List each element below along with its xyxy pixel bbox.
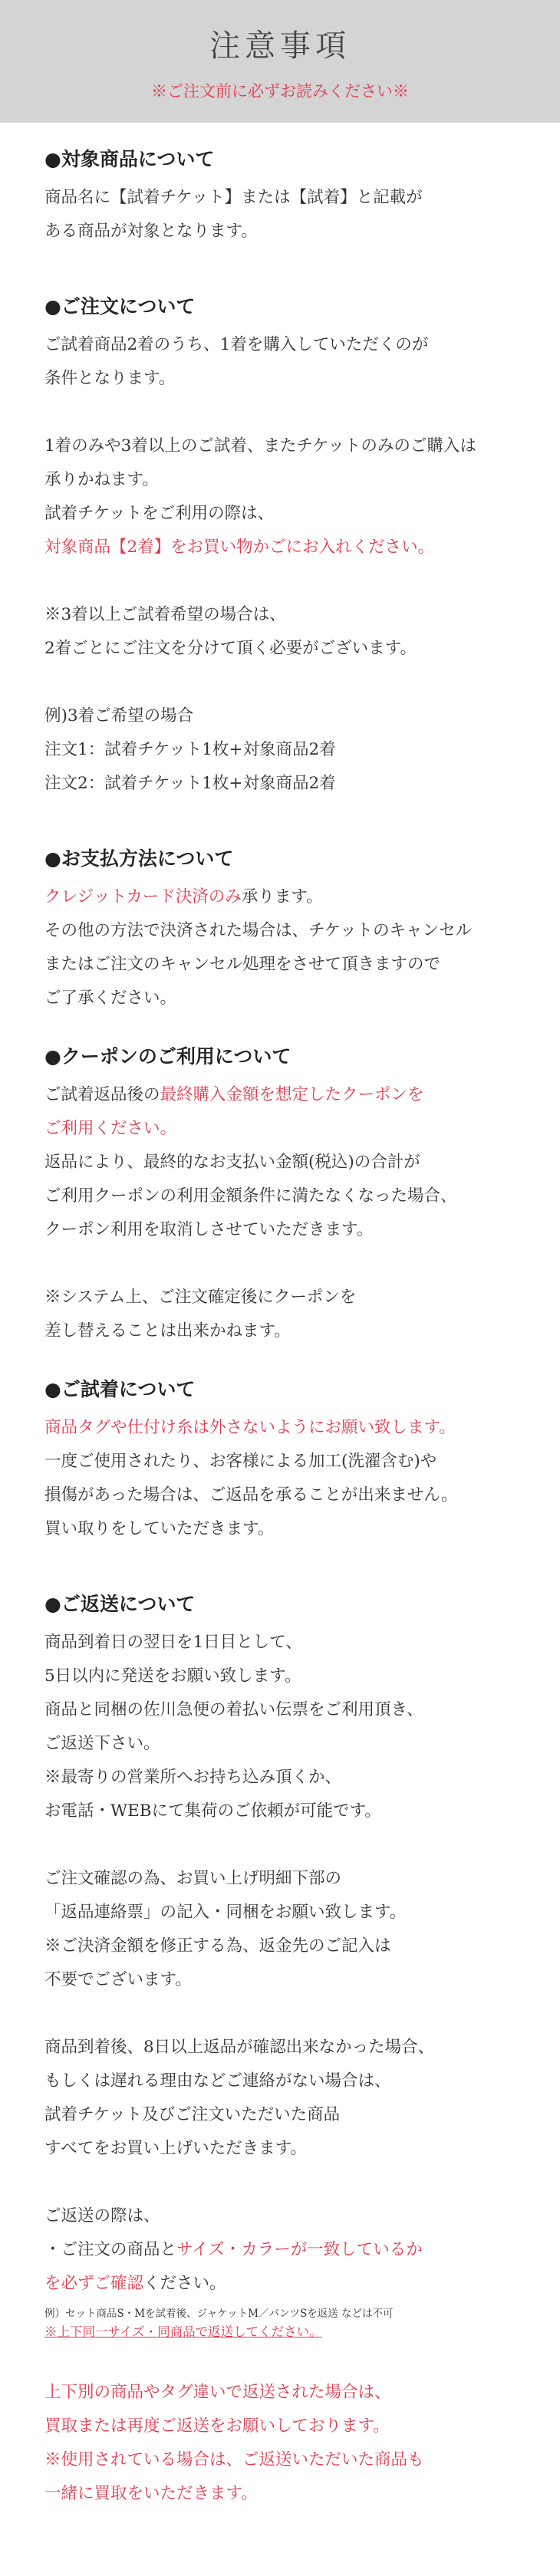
section-heading: ●クーポンのご利用について: [44, 1045, 292, 1068]
text-highlight: 最終購入金額を想定したクーポンを: [160, 1085, 424, 1104]
section-target-products: [44, 146, 551, 248]
text-line: 2着ごとにご注文を分けて頂く必要がございます。: [44, 639, 417, 658]
text-fragment: ください。: [143, 2274, 226, 2293]
text-line: ご試着商品2着のうち、1着を購入していただくのが: [44, 335, 429, 354]
text-line-highlight: 一緒に買取をいただきます。: [44, 2484, 258, 2503]
section-heading: ●ご試着について: [44, 1378, 196, 1400]
text-line: ※システム上、ご注文確定後にクーポンを: [44, 1288, 357, 1307]
text-fragment: 承ります。: [241, 887, 323, 906]
text-fragment: ご試着返品後の: [44, 1085, 160, 1104]
text-line: ある商品が対象となります。: [44, 222, 258, 241]
text-line: 例)3着ご希望の場合: [44, 706, 194, 725]
text-line: ※最寄りの営業所へお持ち込み頂くか、: [44, 1768, 342, 1787]
page-subtitle: ※ご注文前に必ずお読みください※: [151, 82, 409, 100]
text-line: その他の方法で決済された場合は、チケットのキャンセル: [44, 921, 473, 940]
text-line-highlight: ※使用されている場合は、ご返送いただいた商品も: [44, 2450, 424, 2469]
text-line-highlight: 対象商品【2着】をお買い物かごにお入れください。: [44, 538, 435, 557]
text-line: 商品到着後、8日以上返品が確認出来なかった場合、: [44, 2038, 435, 2057]
notice-header: [0, 0, 560, 123]
section-return: [44, 1591, 551, 2511]
text-line: 注文1：試着チケット1枚+対象商品2着: [44, 740, 336, 759]
text-fragment: ・ご注文の商品と: [44, 2240, 177, 2259]
text-highlight: を必ずご確認: [44, 2274, 144, 2293]
text-line-highlight: 買取または再度ご返送をお願いしております。: [44, 2416, 390, 2436]
text-line: 条件となります。: [44, 369, 176, 388]
text-line: 試着チケットをご利用の際は、: [44, 504, 275, 523]
text-line: ご了承ください。: [44, 989, 177, 1008]
text-line: 商品名に【試着チケット】または【試着】と記載が: [44, 188, 423, 207]
text-line: 買い取りをしていただきます。: [44, 1519, 275, 1538]
section-heading: ●ご注文について: [44, 295, 196, 317]
section-payment: [44, 845, 551, 1015]
text-line: 「返品連絡票」の記入・同梱をお願い致します。: [44, 1903, 407, 1922]
section-order: [44, 293, 551, 801]
text-line: 損傷があった場合は、ご返品を承ることが出来ません。: [44, 1485, 458, 1505]
text-line: ご返送の際は、: [44, 2206, 160, 2226]
section-fitting: [44, 1376, 551, 1546]
text-line: すべてをお買い上げいただきます。: [44, 2139, 307, 2158]
text-line: [44, 2267, 551, 2301]
text-line: 差し替えることは出来かねます。: [44, 1321, 291, 1341]
section-coupon: [44, 1043, 551, 1348]
text-line: [44, 2233, 551, 2267]
text-line: またはご注文のキャンセル処理をさせて頂きますので: [44, 955, 441, 974]
example-note: 例）セット商品S・Mを試着後、ジャケットM／パンツSを返送 などは不可: [44, 2308, 394, 2320]
example-note-highlight: ※上下同一サイズ・同商品で返送してください。: [44, 2324, 322, 2339]
section-heading: ●お支払方法について: [44, 847, 234, 870]
text-line: ご返送下さい。: [44, 1734, 160, 1753]
text-line: ご利用クーポンの利用金額条件に満たなくなった場合、: [44, 1186, 457, 1206]
section-heading: ●対象商品について: [44, 148, 215, 170]
text-line-highlight: 上下別の商品やタグ違いで返送された場合は、: [44, 2383, 391, 2402]
text-line: お電話・WEBにて集荷のご依頼が可能です。: [44, 1801, 381, 1821]
text-line: ※3着以上ご試着希望の場合は、: [44, 605, 286, 624]
text-line-highlight: 商品タグや仕付け糸は外さないようにお願い致します。: [44, 1418, 456, 1437]
text-line: 1着のみや3着以上のご試着、またチケットのみのご購入は: [44, 436, 476, 456]
text-line: 商品と同梱の佐川急便の着払い伝票をご利用頂き、: [44, 1700, 423, 1719]
text-line: [44, 1078, 551, 1112]
text-line: ご注文確認の為、お買い上げ明細下部の: [44, 1869, 342, 1888]
text-line: 返品により、最終的なお支払い金額(税込)の合計が: [44, 1153, 420, 1172]
text-line: ※ご決済金額を修正する為、返金先のご記入は: [44, 1936, 391, 1956]
text-line: 商品到着日の翌日を1日目として、: [44, 1633, 302, 1652]
text-line: もしくは遅れる理由などご連絡がない場合は、: [44, 2071, 391, 2091]
text-line: 一度ご使用されたり、お客様による加工(洗濯含む)や: [44, 1452, 437, 1471]
text-line-highlight: ご利用ください。: [44, 1119, 177, 1138]
text-highlight: クレジットカード決済のみ: [44, 887, 242, 906]
page-title: 注意事項: [209, 28, 351, 64]
text-highlight: サイズ・カラーが一致しているか: [176, 2240, 423, 2259]
section-heading: ●ご返送について: [44, 1593, 196, 1615]
notice-content: [44, 146, 551, 2511]
text-line: 不要でございます。: [44, 1970, 192, 1989]
text-line: 承りかねます。: [44, 470, 159, 489]
text-line: 5日以内に発送をお願い致します。: [44, 1666, 301, 1686]
text-line: クーポン利用を取消しさせていただきます。: [44, 1220, 374, 1239]
text-line: 注文2：試着チケット1枚+対象商品2着: [44, 774, 336, 793]
text-line: [44, 880, 551, 914]
text-line: 試着チケット及びご注文いただいた商品: [44, 2105, 341, 2124]
